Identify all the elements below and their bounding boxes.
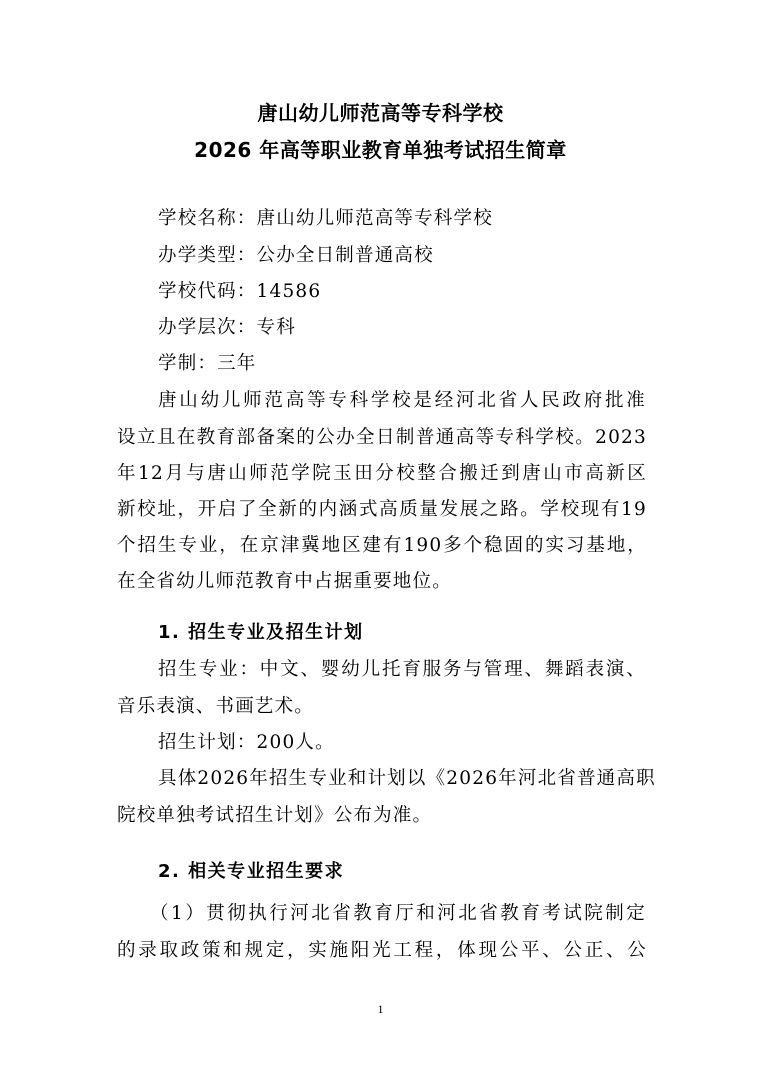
school-code: 学校代码：14586 bbox=[158, 281, 322, 302]
section-heading-majors: 1. 招生专业及招生计划 bbox=[158, 622, 364, 643]
document-title-line2: 2026 年高等职业教育单独考试招生简章 bbox=[194, 138, 567, 162]
requirements-line: 的录取政策和规定，实施阳光工程，体现公平、公正、公 bbox=[117, 940, 647, 961]
school-name: 学校名称：唐山幼儿师范高等专科学校 bbox=[158, 208, 493, 229]
majors-line: 招生专业：中文、婴幼儿托育服务与管理、舞蹈表演、 bbox=[158, 659, 646, 680]
intro-line: 新校址，开启了全新的内涵式高质量发展之路。学校现有19 bbox=[117, 499, 647, 520]
document-title-line1: 唐山幼儿师范高等专科学校 bbox=[257, 101, 504, 125]
majors-line: 音乐表演、书画艺术。 bbox=[117, 696, 315, 717]
requirements-line: （1）贯彻执行河北省教育厅和河北省教育考试院制定 bbox=[150, 903, 646, 924]
intro-line: 设立且在教育部备案的公办全日制普通高等专科学校。2023 bbox=[117, 427, 647, 448]
intro-line: 在全省幼儿师范教育中占据重要地位。 bbox=[117, 571, 452, 592]
school-duration: 学制：三年 bbox=[158, 353, 257, 374]
school-type: 办学类型：公办全日制普通高校 bbox=[158, 245, 434, 266]
intro-line: 年12月与唐山师范学院玉田分校整合搬迁到唐山市高新区 bbox=[117, 463, 647, 484]
section-heading-requirements: 2. 相关专业招生要求 bbox=[158, 861, 345, 882]
enrollment-plan: 招生计划：200人。 bbox=[158, 732, 335, 753]
page-number: 1 bbox=[377, 1002, 384, 1016]
intro-line: 唐山幼儿师范高等专科学校是经河北省人民政府批准 bbox=[158, 390, 646, 411]
plan-note-line: 具体2026年招生专业和计划以《2026年河北省普通高职 bbox=[158, 768, 656, 789]
intro-line: 个招生专业，在京津冀地区建有190多个稳固的实习基地， bbox=[117, 535, 647, 556]
plan-note-line: 院校单独考试招生计划》公布为准。 bbox=[117, 805, 433, 826]
school-level: 办学层次：专科 bbox=[158, 317, 296, 338]
